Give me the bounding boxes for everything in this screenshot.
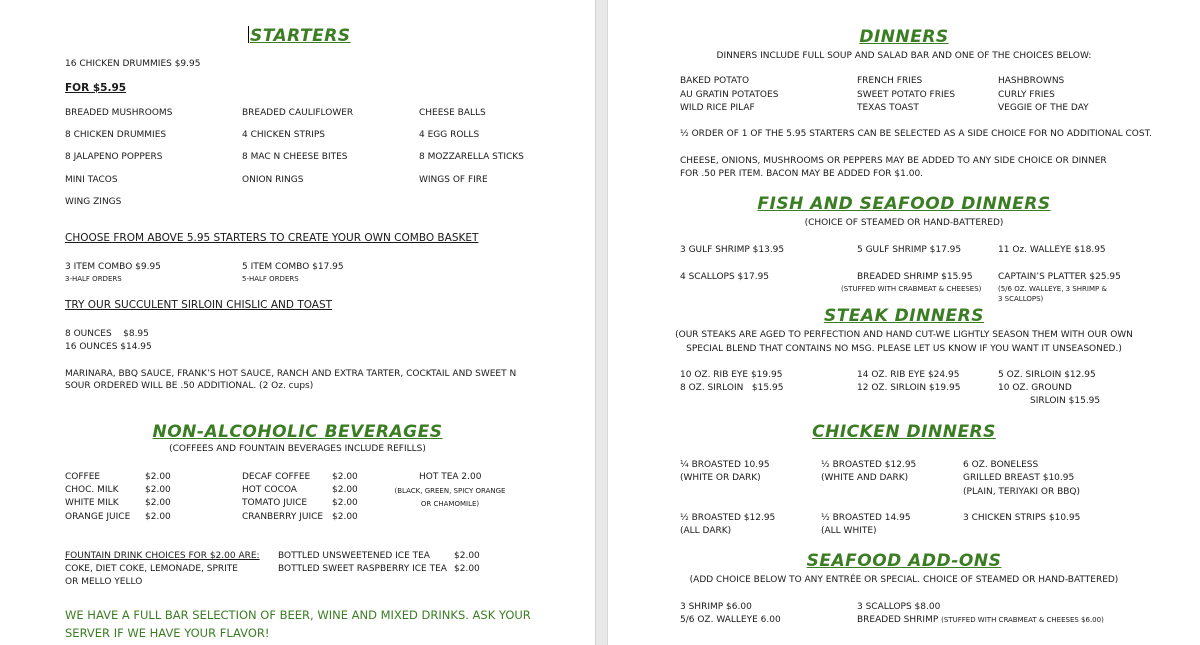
steak-subtitle-2: SPECIAL BLEND THAT CONTAINS NO MSG. PLEASE LET US KNOW IF YOU WANT IT UNSEASONED.) (686, 344, 1122, 354)
addon-item: 3 SHRIMP $6.00 (680, 602, 752, 612)
beverage-name: CHOC. MILK (65, 485, 119, 495)
side-choice: AU GRATIN POTATOES (680, 90, 779, 100)
beverage-name: COFFEE (65, 472, 101, 482)
fountain-heading: FOUNTAIN DRINK CHOICES FOR $2.00 ARE: (65, 551, 260, 561)
fountain-line-1: COKE, DIET COKE, LEMONADE, SPRITE (65, 564, 238, 574)
beverages-title: NON-ALCOHOLIC BEVERAGES (152, 422, 443, 442)
right-menu-page (608, 0, 1200, 645)
starter-item: BREADED CAULIFLOWER (242, 108, 354, 118)
chicken-title: CHICKEN DINNERS (812, 422, 996, 442)
starter-item: 4 CHICKEN STRIPS (242, 130, 326, 140)
side-choice: TEXAS TOAST (857, 103, 919, 113)
side-choice: HASHBROWNS (998, 76, 1065, 86)
fish-item: 4 SCALLOPS $17.95 (680, 272, 770, 282)
chicken-item: (PLAIN, TERIYAKI OR BBQ) (963, 487, 1081, 497)
full-bar-line-1: WE HAVE A FULL BAR SELECTION OF BEER, WINE AND MIXED DRINKS. ASK YOUR (65, 608, 531, 622)
starter-item: 8 JALAPENO POPPERS (65, 152, 163, 162)
starter-item: WING ZINGS (65, 197, 122, 207)
addon-item: 3 SCALLOPS $8.00 (857, 602, 941, 612)
steak-item: 14 OZ. RIB EYE $24.95 (857, 370, 960, 380)
starter-item: CHEESE BALLS (419, 108, 486, 118)
combo-heading: CHOOSE FROM ABOVE 5.95 STARTERS TO CREATE YOUR OWN COMBO BASKET (65, 232, 479, 244)
hot-tea-note-1: (BLACK, GREEN, SPICY ORANGE (394, 487, 506, 495)
beverage-price: $2.00 (145, 512, 171, 522)
starter-item: 4 EGG ROLLS (419, 130, 480, 140)
chicken-item: (WHITE OR DARK) (680, 473, 761, 483)
chicken-item: ¼ BROASTED 10.95 (680, 460, 770, 470)
beverage-name: WHITE MILK (65, 498, 119, 508)
starters-title-text: STARTERS (250, 26, 351, 46)
beverage-price: $2.00 (332, 498, 358, 508)
addon-note-2: FOR .50 PER ITEM. BACON MAY BE ADDED FOR $1.00. (680, 169, 924, 179)
steak-item: 10 OZ. RIB EYE $19.95 (680, 370, 783, 380)
addon-note-1: CHEESE, ONIONS, MUSHROOMS OR PEPPERS MAY BE ADDED TO ANY SIDE CHOICE OR DINNER (680, 156, 1107, 166)
chicken-item: (WHITE AND DARK) (821, 473, 909, 483)
bottled-tea-1-price: $2.00 (454, 551, 480, 561)
chicken-item: (ALL DARK) (680, 526, 732, 536)
side-choice: CURLY FRIES (998, 90, 1055, 100)
steak-item: 10 OZ. GROUND (998, 383, 1072, 393)
beverages-subtitle: (COFFEES AND FOUNTAIN BEVERAGES INCLUDE REFILLS) (169, 444, 426, 454)
dinners-title: DINNERS (859, 27, 949, 47)
addon-item-breaded (857, 614, 1104, 627)
chicken-item: ½ BROASTED $12.95 (680, 513, 776, 523)
sauces-line-1: MARINARA, BBQ SAUCE, FRANK’S HOT SAUCE, RANCH AND EXTRA TARTER, COCKTAIL AND SWEET N (65, 369, 517, 379)
steak-item: 12 OZ. SIRLOIN $19.95 (857, 383, 961, 393)
bottled-tea-2: BOTTLED SWEET RASPBERRY ICE TEA (278, 564, 447, 574)
combo-5-note: 5-HALF ORDERS (242, 275, 299, 283)
combo-5: 5 ITEM COMBO $17.95 (242, 262, 344, 272)
chicken-item: (ALL WHITE) (821, 526, 877, 536)
hot-tea-note-2: OR CHAMOMILE) (420, 500, 480, 508)
chislic-8: 8 OUNCES $8.95 (65, 329, 149, 339)
starters-title (248, 26, 351, 46)
steak-item: 8 OZ. SIRLOIN $15.95 (680, 383, 784, 393)
beverage-name: ORANGE JUICE (65, 512, 131, 522)
chicken-item: ½ BROASTED $12.95 (821, 460, 917, 470)
beverage-price: $2.00 (332, 485, 358, 495)
beverage-name: TOMATO JUICE (242, 498, 308, 508)
starter-item: ONION RINGS (242, 175, 304, 185)
starter-item: WINGS OF FIRE (419, 175, 488, 185)
side-choice: BAKED POTATO (680, 76, 750, 86)
chicken-item: ½ BROASTED 14.95 (821, 513, 911, 523)
fish-item: BREADED SHRIMP $15.95 (857, 272, 973, 282)
half-order-note: ½ ORDER OF 1 OF THE 5.95 STARTERS CAN BE SELECTED AS A SIDE CHOICE FOR NO ADDITIONAL COST. (680, 129, 1152, 139)
bottled-tea-1: BOTTLED UNSWEETENED ICE TEA (278, 551, 430, 561)
left-menu-page (0, 0, 595, 645)
chicken-item: 6 OZ. BONELESS (963, 460, 1039, 470)
dinners-subtitle: DINNERS INCLUDE FULL SOUP AND SALAD BAR AND ONE OF THE CHOICES BELOW: (716, 51, 1092, 61)
steak-subtitle-1: (OUR STEAKS ARE AGED TO PERFECTION AND HAND CUT-WE LIGHTLY SEASON THEM WITH OUR OWN (675, 330, 1133, 340)
side-choice: WILD RICE PILAF (680, 103, 755, 113)
addon-item: 5/6 OZ. WALLEYE 6.00 (680, 615, 781, 625)
fish-item: CAPTAIN’S PLATTER $25.95 (998, 272, 1121, 282)
starter-item: BREADED MUSHROOMS (65, 108, 173, 118)
beverage-price: $2.00 (332, 472, 358, 482)
fish-item: 5 GULF SHRIMP $17.95 (857, 245, 962, 255)
addons-subtitle: (ADD CHOICE BELOW TO ANY ENTRÉE OR SPECIAL. CHOICE OF STEAMED OR HAND-BATTERED) (689, 575, 1119, 585)
bottled-tea-2-price: $2.00 (454, 564, 480, 574)
hot-tea: HOT TEA 2.00 (419, 472, 482, 482)
text-cursor (248, 26, 249, 43)
addons-title: SEAFOOD ADD-ONS (806, 551, 1002, 571)
addon-breaded-label: BREADED SHRIMP (857, 615, 939, 625)
fish-title: FISH AND SEAFOOD DINNERS (757, 194, 1051, 214)
chicken-item: GRILLED BREAST $10.95 (963, 473, 1075, 483)
combo-3: 3 ITEM COMBO $9.95 (65, 262, 161, 272)
beverage-name: CRANBERRY JUICE (242, 512, 324, 522)
page-gutter (595, 0, 608, 645)
fish-item: 11 Oz. WALLEYE $18.95 (998, 245, 1106, 255)
beverage-price: $2.00 (332, 512, 358, 522)
beverage-price: $2.00 (145, 498, 171, 508)
sauces-line-2: SOUR ORDERED WILL BE .50 ADDITIONAL. (2 Oz. cups) (65, 381, 314, 391)
fish-item-note: (STUFFED WITH CRABMEAT & CHEESES) (841, 285, 982, 293)
combo-3-note: 3-HALF ORDERS (65, 275, 122, 283)
fish-item-note: 3 SCALLOPS) (998, 295, 1044, 303)
fish-subtitle: (CHOICE OF STEAMED OR HAND-BATTERED) (804, 218, 1004, 228)
fish-item: 3 GULF SHRIMP $13.95 (680, 245, 785, 255)
addon-breaded-note: (STUFFED WITH CRABMEAT & CHEESES $6.00) (941, 616, 1104, 624)
side-choice: VEGGIE OF THE DAY (998, 103, 1089, 113)
starter-item: 8 CHICKEN DRUMMIES (65, 130, 167, 140)
starter-item: 8 MOZZARELLA STICKS (419, 152, 524, 162)
beverage-price: $2.00 (145, 485, 171, 495)
fish-item-note: (5/6 OZ. WALLEYE, 3 SHRIMP & (998, 285, 1107, 293)
beverage-name: DECAF COFFEE (242, 472, 311, 482)
steak-item: SIRLOIN $15.95 (1030, 396, 1101, 406)
steak-item: 5 OZ. SIRLOIN $12.95 (998, 370, 1096, 380)
side-choice: FRENCH FRIES (857, 76, 923, 86)
beverage-price: $2.00 (145, 472, 171, 482)
steak-title: STEAK DINNERS (823, 306, 985, 326)
for-price-heading: FOR $5.95 (65, 82, 127, 94)
starter-item: 8 MAC N CHEESE BITES (242, 152, 348, 162)
chislic-heading: TRY OUR SUCCULENT SIRLOIN CHISLIC AND TOAST (65, 299, 333, 311)
starter-item: MINI TACOS (65, 175, 118, 185)
chicken-item: 3 CHICKEN STRIPS $10.95 (963, 513, 1081, 523)
full-bar-line-2: SERVER IF WE HAVE YOUR FLAVOR! (65, 626, 270, 640)
fountain-line-2: OR MELLO YELLO (65, 577, 143, 587)
beverage-name: HOT COCOA (242, 485, 297, 495)
drummies-16: 16 CHICKEN DRUMMIES $9.95 (65, 59, 201, 69)
chislic-16: 16 OUNCES $14.95 (65, 342, 152, 352)
side-choice: SWEET POTATO FRIES (857, 90, 956, 100)
